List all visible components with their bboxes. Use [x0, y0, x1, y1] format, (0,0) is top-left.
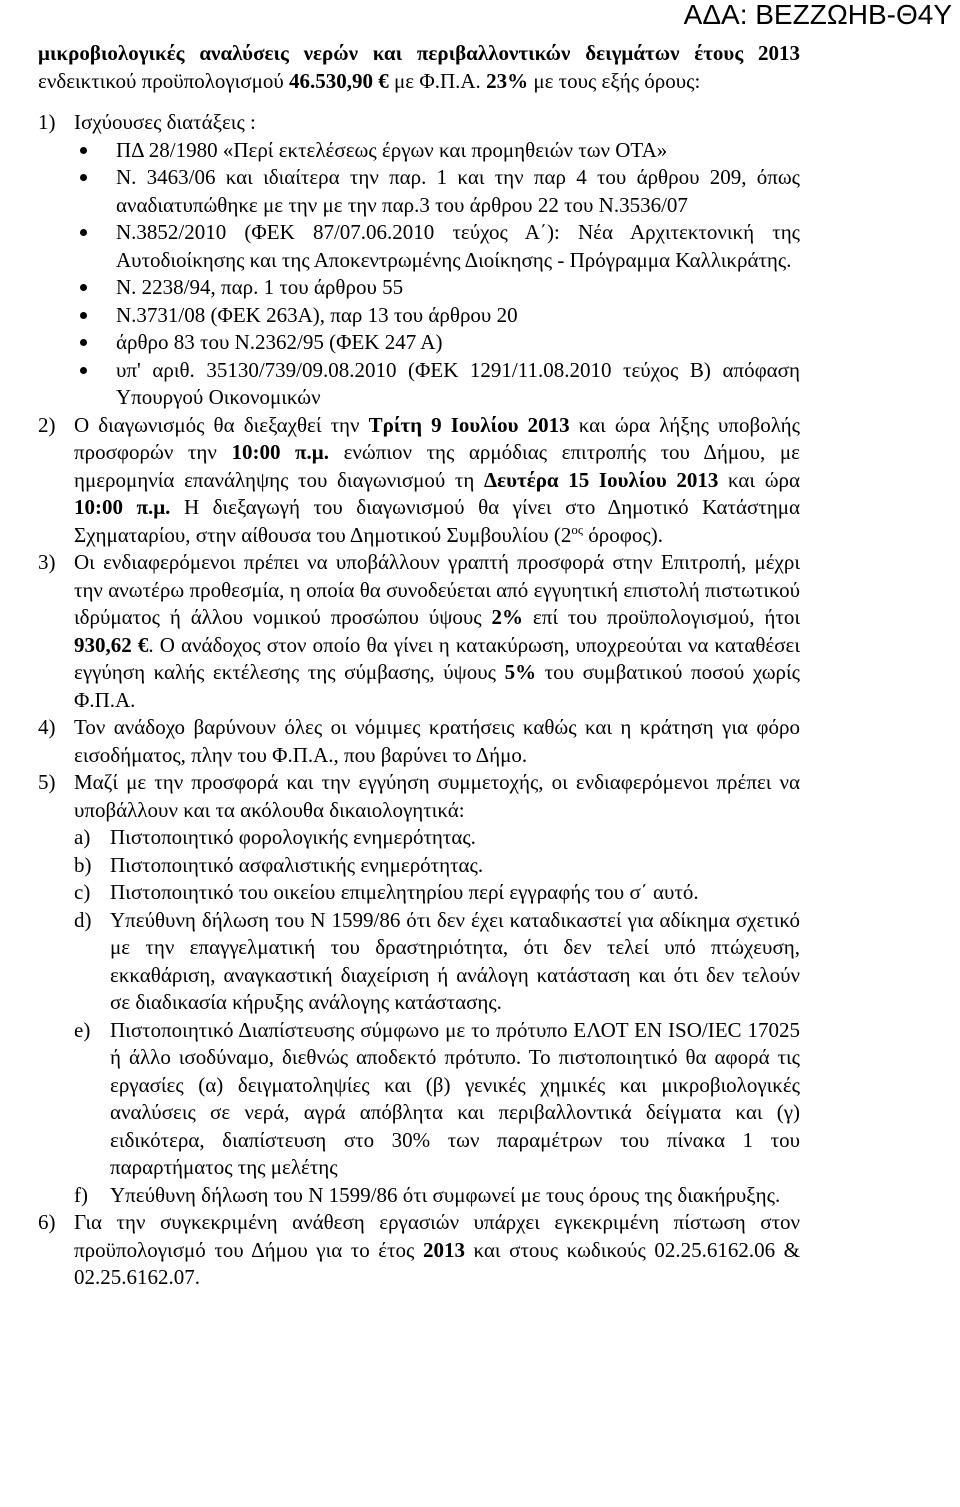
document-item [74, 879, 800, 907]
guarantee-percent: 2% [491, 605, 523, 629]
legislation-item: άρθρο 83 του Ν.2362/95 (ΦΕΚ 247 Α) [74, 329, 800, 357]
repeat-time: 10:00 π.μ. [74, 495, 171, 519]
document-text: Πιστοποιητικό Διαπίστευσης σύμφωνο με το πρότυπο ΕΛΟΤ ΕΝ ISO/IEC 17025 ή άλλο ισοδύναμο, διεθνώς αποδεκτό πρότυπο. Το πιστοποιητικό θα αφορά τις εργασίες (α) δειγματοληψίες και (β) γενικές χημικές και μικροβιολογικές αναλύσεις σε νερά, αγρά απόβλητα και περιβαλλοντικά δείγματα και (γ) ειδικότερα, διαπίστευση στο 30% των παραμέτρων του πίνακα 1 του παραρτήματος της μελέτης [110, 1017, 800, 1179]
term-2-part: Ο διαγωνισμός θα διεξαχθεί την [74, 412, 369, 437]
document-item [74, 824, 800, 852]
document-item [74, 1182, 800, 1210]
term-3-text [74, 549, 800, 714]
term-6-part: Για την συγκεκριμένη ανάθεση εργασιών υπάρχει εγκεκριμένη πίστωση στον προϋπολογισμό του Δήμου για το έτος [74, 1210, 800, 1262]
legislation-item: Ν.3852/2010 (ΦΕΚ 87/07.06.2010 τεύχος Α΄): Νέα Αρχιτεκτονική της Αυτοδιοίκησης και της Αποκεντρωμένης Διοίκησης - Πρόγραμμα Καλλικράτης. [74, 219, 800, 274]
term-3-part: . Ο ανάδοχος στον οποίο θα γίνει η κατακύρωση, υποχρεούται να καταθέσει εγγύηση καλής εκτέλεσης της σύμβασης, ύψους [74, 632, 801, 684]
term-number: 2) [38, 412, 56, 437]
tender-time: 10:00 π.μ. [231, 440, 329, 464]
term-number: 3) [38, 550, 56, 574]
term-6-part: και στους κωδικούς 02.25.6162.06 & 02.25.6162.07. [74, 1237, 800, 1289]
term-3-part: του συμβατικού ποσού χωρίς Φ.Π.Α. [74, 660, 800, 712]
intro-text-1: ενδεικτικού προϋπολογισμού [38, 68, 290, 93]
term-number: 5) [38, 770, 56, 794]
term-2-part: Η διεξαγωγή του διαγωνισμού θα γίνει στο Δημοτικό Κατάστημα Σχηματαρίου, στην αίθουσα του Δημοτικού Συμβουλίου (2 [74, 495, 800, 547]
budget-year: 2013 [422, 1237, 465, 1262]
term-4 [38, 714, 800, 769]
document-letter: c) [74, 880, 91, 904]
document-letter: b) [74, 852, 92, 877]
term-number: 1) [38, 110, 56, 134]
term-3-part: επί του προϋπολογισμού, ήτοι [523, 605, 800, 629]
document-item [74, 907, 800, 1017]
term-2-part: και ώρα [718, 467, 801, 492]
document-text: Πιστοποιητικό ασφαλιστικής ενημερότητας. [110, 852, 484, 877]
legislation-list [74, 137, 800, 412]
term-2 [38, 412, 800, 550]
term-5 [38, 769, 800, 1209]
legislation-item: Ν. 3463/06 και ιδιαίτερα την παρ. 1 και την παρ 4 του άρθρου 209, όπως αναδιατυπώθηκε με την με την παρ.3 του άρθρου 22 του Ν.3536/07 [74, 164, 800, 219]
intro-budget: 46.530,90 € [289, 68, 389, 93]
intro-text-3: με τους εξής όρους: [528, 68, 701, 93]
document-item [74, 1017, 800, 1182]
term-1 [38, 109, 800, 412]
legislation-item: Ν.3731/08 (ΦΕΚ 263Α), παρ 13 του άρθρου 20 [74, 302, 800, 330]
term-2-part: όροφος). [583, 522, 663, 547]
term-1-heading: Ισχύουσες διατάξεις : [74, 110, 256, 134]
document-text: Πιστοποιητικό του οικείου επιμελητηρίου περί εγγραφής του σ΄ αυτό. [110, 880, 699, 904]
term-4-text: Τον ανάδοχο βαρύνουν όλες οι νόμιμες κρατήσεις καθώς και η κράτηση για φόρο εισοδήματος, πλην του Φ.Π.Α., που βαρύνει το Δήμο. [74, 715, 800, 767]
term-3-part: Οι ενδιαφερόμενοι πρέπει να υποβάλλουν γραπτή προσφορά στην Επιτροπή, μέχρι την ανωτέρω προθεσμία, η οποία θα συνοδεύεται από εγγυητική επιστολή πιστωτικού ιδρύματος ή άλλου νομικού προσώπου ύψους [74, 550, 800, 629]
document-letter: d) [74, 907, 92, 932]
document-text: Υπεύθυνη δήλωση του Ν 1599/86 ότι δεν έχει καταδικαστεί για αδίκημα σχετικό με την επαγγελματική του δραστηριότητα, ότι δεν τελεί υπό πτώχευση, εκκαθάριση, αναγκαστική διαχείριση ή ανάλογη κατάσταση και ότι δεν τελούν σε διαδικασία κήρυξης ανάλογης κατάστασης. [110, 907, 800, 1014]
document-letter: f) [74, 1182, 88, 1207]
floor-ordinal: ος [571, 521, 584, 537]
term-2-text [74, 412, 800, 550]
intro-vat: 23% [486, 68, 529, 93]
document-text: Υπεύθυνη δήλωση του Ν 1599/86 ότι συμφωνεί με τους όρους της διακήρυξης. [110, 1182, 781, 1207]
document-letter: e) [74, 1017, 91, 1042]
intro-bold-subject: μικροβιολογικές αναλύσεις νερών και περιβαλλοντικών δειγμάτων έτους 2013 [38, 41, 800, 65]
document-body [38, 40, 800, 1292]
intro-paragraph [38, 40, 800, 95]
document-item [74, 852, 800, 880]
intro-text-2: με Φ.Π.Α. [388, 68, 487, 93]
legislation-item: ΠΔ 28/1980 «Περί εκτελέσεως έργων και προμηθειών των ΟΤΑ» [74, 137, 800, 165]
term-2-part: ενώπιον της αρμόδιας επιτροπής του Δήμου, με ημερομηνία επανάληψης του διαγωνισμού τη [74, 440, 800, 492]
tender-date: Τρίτη 9 Ιουλίου 2013 [368, 412, 570, 437]
document-letter: a) [74, 825, 91, 849]
term-5-text: Μαζί με την προσφορά και την εγγύηση συμμετοχής, οι ενδιαφερόμενοι πρέπει να υποβάλλουν και τα ακόλουθα δικαιολογητικά: [74, 770, 800, 822]
legislation-item: υπ' αριθ. 35130/739/09.08.2010 (ΦΕΚ 1291/11.08.2010 τεύχος Β) απόφαση Υπουργού Οικονομικών [74, 357, 800, 412]
legislation-item: Ν. 2238/94, παρ. 1 του άρθρου 55 [74, 274, 800, 302]
term-number: 6) [38, 1210, 56, 1234]
term-6 [38, 1209, 800, 1292]
term-3 [38, 549, 800, 714]
documents-list [74, 824, 800, 1209]
guarantee-amount: 930,62 € [74, 632, 149, 657]
document-text: Πιστοποιητικό φορολογικής ενημερότητας. [110, 825, 476, 849]
ada-code: ΑΔΑ: ΒΕΖΖΩΗΒ-Θ4Υ [683, 0, 952, 30]
repeat-date: Δευτέρα 15 Ιουλίου 2013 [484, 467, 719, 492]
performance-percent: 5% [504, 660, 537, 684]
term-number: 4) [38, 715, 56, 739]
term-6-text [74, 1209, 800, 1292]
term-2-part: και ώρα λήξης υποβολής προσφορών την [74, 412, 800, 464]
